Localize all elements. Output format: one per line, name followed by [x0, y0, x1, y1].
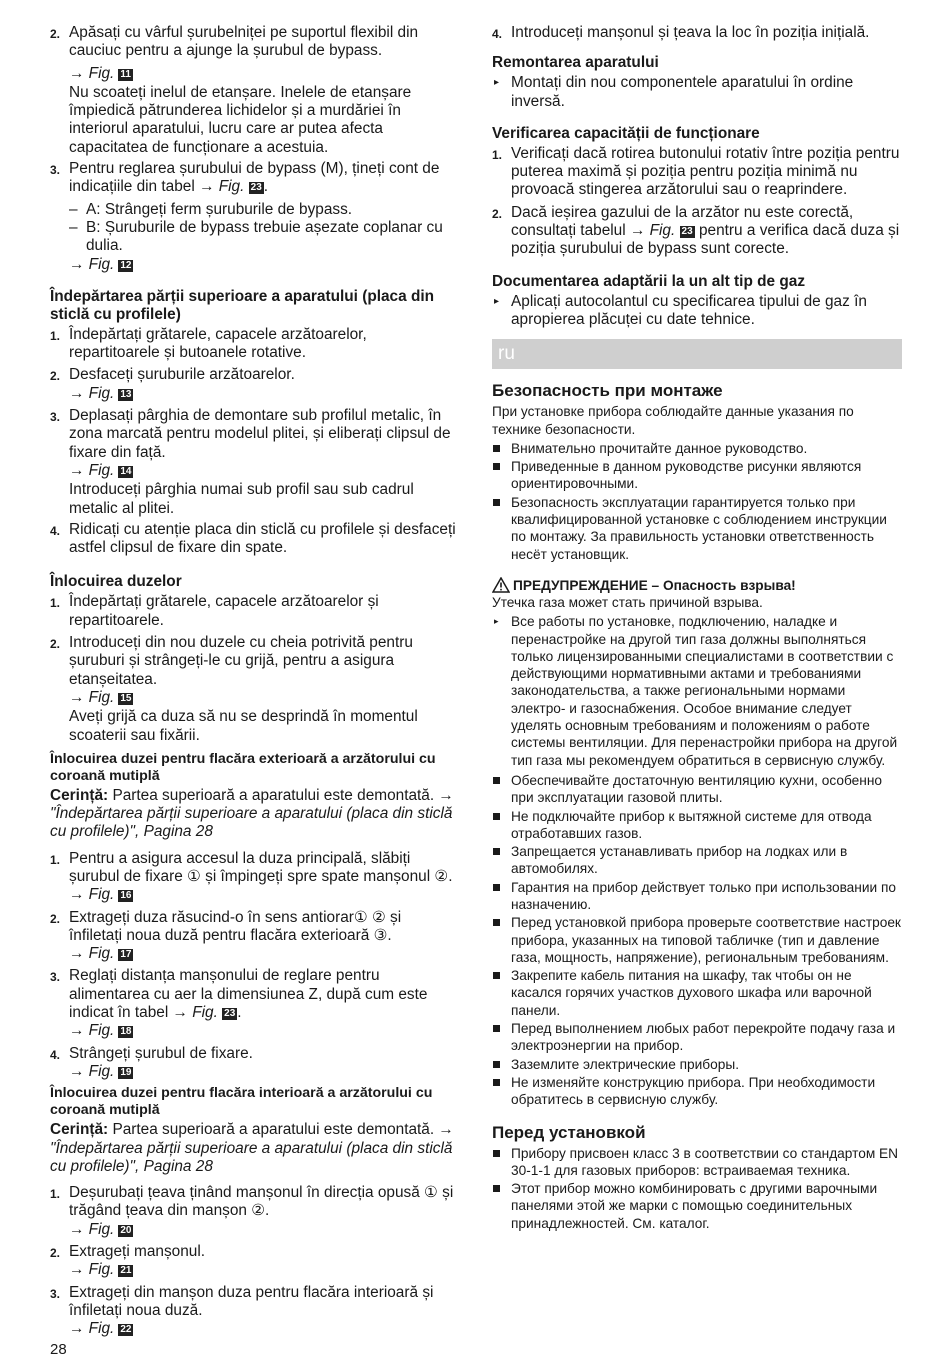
language-bar: ru: [492, 339, 902, 369]
square-bullet-icon: [493, 1185, 500, 1192]
fig-ref-17: → Fig. 17: [69, 945, 132, 963]
warning-text: Утечка газа может стать причиной взрыва.: [492, 594, 763, 610]
fig-ref-19: → Fig. 19: [69, 1062, 132, 1080]
square-bullet-icon: [493, 1025, 500, 1032]
outer-step-1: 1. Pentru a asigura accesul la duza principală, slăbiți șurubul de fixare ① și împingeți spre spate manșonul ②.: [50, 849, 453, 885]
square-bullet-icon: [493, 777, 500, 784]
fig-ref-14: → Fig. 14: [69, 461, 132, 479]
step-text: Apăsați cu vârful șurubelniței pe suportul flexibil din cauciuc pentru a ajunge la șurubul de bypass.: [69, 24, 419, 60]
square-bullet-icon: [493, 972, 500, 979]
note-text: Introduceți pârghia numai sub profil sau sub cadrul metalic al plitei.: [69, 481, 414, 517]
list-item: Безопасность эксплуатации гарантируется только при квалифицированной установке с соблюдением инструкции по монтажу. За правильность установки ответственность несёт установщик.: [492, 494, 902, 563]
step-3: 3. Pentru reglarea șurubului de bypass (M), țineți cont de indicațiile din tabel → Fig. 23 .: [50, 160, 440, 196]
list-item: Гарантия на прибор действует только при использовании по назначению.: [492, 879, 902, 914]
outer-step-2: 2. Extrageți duza răsucind-o în sens antiorar① ② și înfiletați noua duză pentru flacăra exterioară ③.: [50, 908, 402, 944]
list-item: Этот прибор можно комбинировать с другими варочными панелями этой же марки с помощью соединительных принадлежностей. См. каталог.: [492, 1180, 902, 1232]
step-4: 4. Introduceți manșonul și țeava la loc în poziția inițială.: [492, 24, 870, 41]
fig-ref-20: → Fig. 20: [69, 1220, 132, 1238]
check-step-1: 1. Verificați dacă rotirea butonului rotativ între poziția pentru puterea maximă și poziția pentru poziția minimă nu provoacă stingerea arzătorului sau o reaprindere.: [492, 144, 900, 199]
fig-ref-15: → Fig. 15: [69, 688, 132, 706]
list-item: Не изменяйте конструкцию прибора. При необходимости обратитесь в сервисную службу.: [492, 1074, 902, 1109]
square-bullet-icon: [493, 463, 500, 470]
instruction-item: ▸ Montați din nou componentele aparatului în ordine inversă.: [494, 74, 854, 110]
list-item: Закрепите кабель питания на шкафу, так чтобы он не касался горячих участков духового шкафа или варочной панели.: [492, 967, 902, 1019]
triangle-bullet-icon: ▸: [494, 77, 500, 89]
subsection-heading-outer: Înlocuirea duzei pentru flacăra exterioară a arzătorului cu coroană mutiplă: [50, 750, 436, 784]
subsection-heading-inner: Înlocuirea duzei pentru flacăra interioară a arzătorului cu coroană mutiplă: [50, 1085, 433, 1119]
square-bullet-icon: [493, 1079, 500, 1086]
section-heading-nozzles: Înlocuirea duzelor: [50, 573, 182, 591]
square-bullet-icon: [493, 813, 500, 820]
triangle-bullet-icon: ▸: [494, 295, 500, 307]
warning-heading: ПРЕДУПРЕЖДЕНИЕ – Опасность взрыва!: [492, 577, 902, 594]
list-item: Перед установкой прибора проверьте соответствие настроек прибора, указанных на типовой табличке (тип и давление газа, мощность, напряжение), региональным требованиям.: [492, 914, 902, 966]
list-item: Обеспечивайте достаточную вентиляцию кухни, особенно при эксплуатации газовой плиты.: [492, 772, 902, 807]
square-bullet-icon: [493, 848, 500, 855]
fig-ref-22: → Fig. 22: [69, 1320, 132, 1338]
square-bullet-icon: [493, 499, 500, 506]
fig-ref-12: → Fig. 12: [69, 255, 132, 273]
triangle-bullet-icon: ▸: [494, 616, 499, 627]
list-item: Приведенные в данном руководстве рисунки являются ориентировочными.: [492, 458, 902, 493]
left-column: [50, 24, 458, 1339]
instruction-item: ▸ Aplicați autocolantul cu specificarea tipului de gaz în apropierea plăcuței cu date tehnice.: [494, 292, 867, 328]
list-item: Внимательно прочитайте данное руководство.: [492, 440, 902, 457]
list-item: Не подключайте прибор к вытяжной системе для отвода отработавших газов.: [492, 808, 902, 843]
warning-item: ▸ Все работы по установке, подключению, наладке и перенастройке на другой тип газа должны выполняться только лицензированными специалистами в соответствии с действующими нормативными актами и требованиями законодательства, а также региональными нормами электро- и газоснабжения. Особое внимание следует уделять основным требованиям и положениям о работе системы вентиляции. Для перенастройки прибора на другой тип газа мы рекомендуем обратиться в сервисную службу.: [494, 614, 898, 768]
step-number: 2.: [50, 27, 61, 41]
square-bullet-icon: [493, 919, 500, 926]
inner-step-1: 1. Deșurubați țeava ținând manșonul în direcția opusă ① și trăgând țeava din manșon ②.: [50, 1184, 454, 1220]
section-heading-remove-top: Îndepărtarea părții superioare a aparatului (placa din sticlă cu profilele): [50, 287, 435, 323]
note-text: Nu scoateți inelul de etanșare. Inelele de etanșare împiedică pătrunderea lichidelor și a murdăriei în interiorul aparatului, lucru care ar putea afecta capacitatea de funcționare a acestuia.: [69, 83, 412, 156]
list-item: Заземлите электрические приборы.: [492, 1056, 902, 1073]
remove-step-1: 1. Îndepărtați grătarele, capacele arzătoarelor, repartitoarele și butoanele rotative.: [50, 325, 367, 362]
square-bullet-icon: [493, 445, 500, 452]
fig-ref-21: → Fig. 21: [69, 1261, 132, 1279]
section-heading-check: Verificarea capacității de funcționare: [492, 124, 760, 142]
remove-step-3: 3. Deplasați pârghia de demontare sub profilul metalic, în zona marcată pentru modelul plitei, și eliberați clipsul de fixare din față.: [50, 407, 451, 461]
list-item: Перед выполнением любых работ перекройте подачу газа и электроэнергии на прибор.: [492, 1020, 902, 1055]
nozzle-step-1: 1. Îndepărtați grătarele, capacele arzătoarelor și repartitoarele.: [50, 593, 379, 629]
fig-ref-18: → Fig. 18: [69, 1022, 132, 1040]
square-bullet-icon: [493, 1061, 500, 1068]
list-item: Запрещается устанавливать прибор на лодках или в автомобилях.: [492, 843, 902, 878]
warning-triangle-icon: [492, 577, 510, 593]
fig-ref-11: → Fig. 11: [69, 64, 131, 82]
fig-ref-13: → Fig. 13: [69, 384, 132, 402]
section-heading-reassemble: Remontarea aparatului: [492, 54, 659, 72]
square-bullet-icon: [493, 1150, 500, 1157]
page-number: 28: [50, 1341, 67, 1358]
section-heading-safety: Безопасность при монтаже: [492, 381, 723, 401]
inner-step-2: 2. Extrageți manșonul.: [50, 1243, 206, 1261]
section-heading-before-install: Перед установкой: [492, 1122, 646, 1142]
requirement: Cerință: Partea superioară a aparatului este demontată. → "Îndepărtarea părții superioare a aparatului (placa din sticlă cu profilele)", Pagina 28: [50, 786, 454, 841]
dash-item-b: – B: Șuruburile de bypass trebuie așezate coplanar cu dulia.: [69, 218, 443, 255]
remove-step-2: 2. Desfaceți șuruburile arzătoarelor.: [50, 366, 295, 384]
section-heading-doc: Documentarea adaptării la un alt tip de gaz: [492, 272, 806, 290]
remove-step-4: 4. Ridicați cu atenție placa din sticlă cu profilele și desfaceți astfel clipsul de fixare din spate.: [50, 520, 456, 557]
check-step-2: 2. Dacă ieșirea gazului de la arzător nu este corectă, consultați tabelul → Fig. 23 pentru a verifica dacă duza și poziția șurubului de bypass sunt corecte.: [492, 203, 900, 258]
dash-item-a: – A: Strângeți ferm șuruburile de bypass.: [69, 200, 353, 218]
requirement: Cerință: Partea superioară a aparatului este demontată. → "Îndepărtarea părții superioare a aparatului (placa din sticlă cu profilele)", Pagina 28: [50, 1121, 454, 1175]
outer-step-4: 4. Strângeți șurubul de fixare.: [50, 1044, 253, 1062]
right-column: [492, 24, 902, 1233]
square-bullet-icon: [493, 884, 500, 891]
inner-step-3: 3. Extrageți din manșon duza pentru flacăra interioară și înfiletați noua duză.: [50, 1283, 434, 1319]
list-item: Прибору присвоен класс 3 в соответствии со стандартом EN 30-1-1 для газовых приборов: встраиваемая техника.: [492, 1145, 902, 1180]
safety-intro: При установке прибора соблюдайте данные указания по технике безопасности.: [492, 404, 854, 437]
note-text: Aveți grijă ca duza să nu se desprindă în momentul scoaterii sau fixării.: [69, 708, 418, 744]
step-2: [50, 24, 458, 61]
nozzle-step-2: 2. Introduceți din nou duzele cu cheia potrivită pentru șuruburi și strângeți-le cu grijă, pentru a asigura etanșeitatea.: [50, 634, 413, 688]
outer-step-3: 3. Reglați distanța manșonului de reglare pentru alimentarea cu aer la dimensiunea Z, după cum este indicat în tabel → Fig. 23 .: [50, 967, 428, 1022]
fig-ref-16: → Fig. 16: [69, 886, 132, 904]
